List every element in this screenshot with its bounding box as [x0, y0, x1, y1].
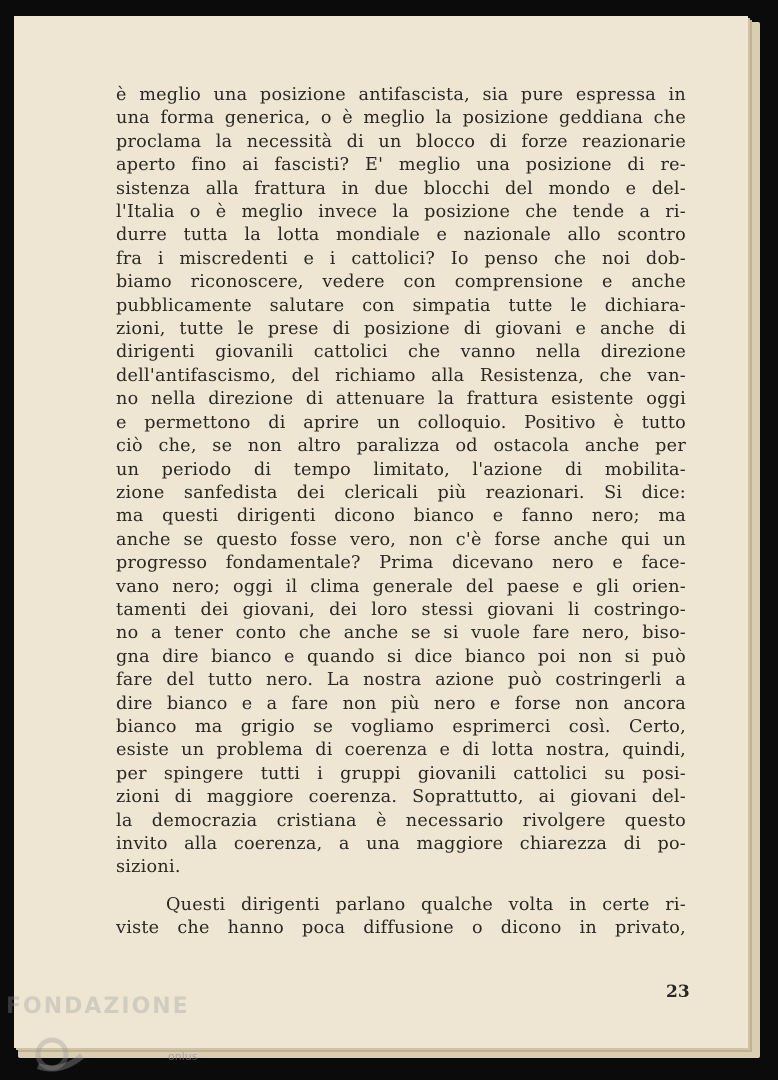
text-block	[116, 84, 686, 941]
text-line: aperto fino ai fascisti? E' meglio una posizione di re-	[116, 155, 686, 176]
text-line: proclama la necessità di un blocco di forze reazionarie	[116, 131, 686, 152]
text-line: fra i miscredenti e i cattolici? Io penso che noi dob-	[116, 248, 686, 269]
text-line: sizioni.	[116, 857, 181, 878]
text-line: zioni di maggiore coerenza. Soprattutto, ai giovani del-	[116, 787, 686, 808]
text-line: progresso fondamentale? Prima dicevano nero e face-	[116, 553, 686, 574]
text-line: ciò che, se non altro paralizza od ostacola anche per	[116, 436, 686, 457]
text-line: una forma generica, o è meglio la posizione geddiana che	[116, 108, 686, 129]
text-line: fare del tutto nero. La nostra azione può costringerli a	[116, 670, 686, 691]
text-line: esiste un problema di coerenza e di lotta nostra, quindi,	[116, 740, 686, 761]
text-line: Questi dirigenti parlano qualche volta in certe ri-	[166, 894, 686, 915]
text-line: la democrazia cristiana è necessario rivolgere questo	[116, 810, 686, 831]
paragraph-2	[116, 894, 686, 941]
watermark-logo-icon	[30, 1026, 90, 1076]
book-page	[14, 16, 748, 1048]
text-line: sistenza alla frattura in due blocchi del mondo e del-	[116, 178, 686, 199]
text-line: l'Italia o è meglio invece la posizione che tende a ri-	[116, 202, 686, 223]
text-line: zioni, tutte le prese di posizione di giovani e anche di	[116, 319, 686, 340]
text-line: bianco ma grigio se vogliamo esprimerci così. Certo,	[116, 716, 686, 737]
text-line: per spingere tutti i gruppi giovanili cattolici su posi-	[116, 763, 686, 784]
text-line: tamenti dei giovani, dei loro stessi giovani li costringo-	[116, 599, 686, 620]
text-line: anche se questo fosse vero, non c'è forse anche qui un	[116, 529, 686, 550]
watermark-text: FONDAZIONE	[6, 994, 190, 1019]
text-line: è meglio una posizione antifascista, sia pure espressa in	[116, 85, 686, 105]
text-line: dire bianco e a fare non più nero e forse non ancora	[116, 693, 686, 714]
paragraph-1	[116, 84, 686, 880]
text-line: no a tener conto che anche se si vuole fare nero, biso-	[116, 623, 686, 644]
text-line: e permettono di aprire un colloquio. Positivo è tutto	[116, 412, 686, 433]
text-line: pubblicamente salutare con simpatia tutte le dichiara-	[116, 295, 686, 316]
text-line: dell'antifascismo, del richiamo alla Resistenza, che van-	[116, 365, 686, 386]
text-line: ma questi dirigenti dicono bianco e fanno nero; ma	[116, 506, 686, 527]
text-line: biamo riconoscere, vedere con comprensione e anche	[116, 272, 686, 293]
text-line: invito alla coerenza, a una maggiore chiarezza di po-	[116, 834, 686, 854]
text-line: no nella direzione di attenuare la frattura esistente oggi	[116, 389, 686, 410]
text-line: gna dire bianco e quando si dice bianco poi non si può	[116, 646, 686, 667]
text-line: viste che hanno poca diffusione o dicono in privato,	[116, 918, 686, 939]
text-line: durre tutta la lotta mondiale e nazionale allo scontro	[116, 225, 686, 246]
text-line: zione sanfedista dei clericali più reazionari. Si dice:	[116, 482, 686, 503]
text-line: un periodo di tempo limitato, l'azione di mobilita-	[116, 459, 686, 480]
text-line: dirigenti giovanili cattolici che vanno nella direzione	[116, 342, 686, 363]
page-number: 23	[666, 982, 690, 1002]
text-line: vano nero; oggi il clima generale del paese e gli orien-	[116, 576, 686, 597]
watermark-sub: onlus	[168, 1050, 198, 1063]
